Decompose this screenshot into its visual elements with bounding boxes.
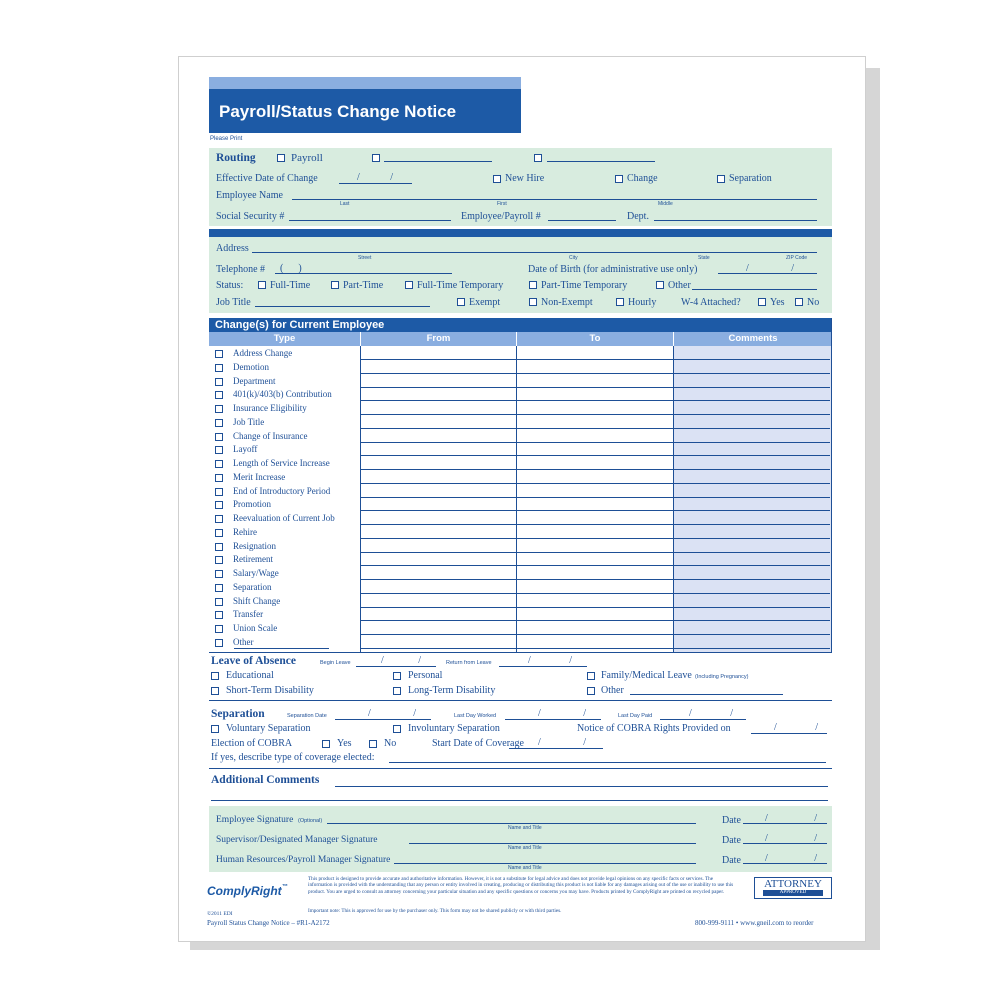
family-medical-checkbox[interactable] [587, 672, 595, 680]
routing-blank-checkbox-1[interactable] [372, 154, 380, 162]
form-number: Payroll Status Change Notice – #R1-A2172 [207, 919, 330, 927]
change-type-label: Salary/Wage [233, 568, 279, 578]
change-row-line[interactable] [361, 648, 830, 649]
change-type-label: Length of Service Increase [233, 458, 330, 468]
cobra-yes-label: Yes [337, 738, 352, 749]
job-title-field[interactable] [255, 306, 430, 307]
educational-checkbox[interactable] [211, 672, 219, 680]
column-comments: Comments [674, 332, 832, 346]
name-title-caption-1: Name and Title [508, 825, 542, 831]
employee-payroll-field[interactable] [548, 220, 616, 221]
attorney-text: ATTORNEY [764, 878, 822, 890]
change-row-line[interactable] [361, 552, 830, 553]
change-type-checkbox[interactable] [215, 488, 223, 496]
involuntary-checkbox[interactable] [393, 725, 401, 733]
hr-date-slashes: / / [765, 853, 840, 864]
leave-other-checkbox[interactable] [587, 687, 595, 695]
new-hire-label: New Hire [505, 173, 545, 184]
cobra-no-checkbox[interactable] [369, 740, 377, 748]
w4-no-checkbox[interactable] [795, 298, 803, 306]
change-type-checkbox[interactable] [215, 364, 223, 372]
change-type-checkbox[interactable] [215, 378, 223, 386]
cobra-election-label: Election of COBRA [211, 738, 293, 749]
full-time-checkbox[interactable] [258, 281, 266, 289]
coverage-elected-label: If yes, describe type of coverage elected: [211, 752, 375, 763]
personal-checkbox[interactable] [393, 672, 401, 680]
change-type-checkbox[interactable] [215, 474, 223, 482]
change-type-label: Promotion [233, 499, 272, 510]
additional-comments-line-1[interactable] [335, 786, 828, 787]
employee-date-label: Date [722, 815, 741, 826]
payroll-label: Payroll [291, 152, 323, 164]
new-hire-checkbox[interactable] [493, 175, 501, 183]
start-coverage-label: Start Date of Coverage [432, 738, 524, 749]
state-caption: State [698, 255, 710, 261]
change-row-line[interactable] [361, 359, 830, 360]
additional-comments-heading: Additional Comments [211, 774, 320, 786]
begin-leave-label: Begin Leave [320, 660, 351, 666]
change-type-checkbox[interactable] [215, 515, 223, 523]
separation-date-field[interactable] [335, 719, 431, 720]
first-caption: First [497, 201, 507, 207]
change-row-line[interactable] [361, 387, 830, 388]
ssn-field[interactable] [289, 220, 451, 221]
long-term-checkbox[interactable] [393, 687, 401, 695]
change-type-label: 401(k)/403(b) Contribution [233, 389, 332, 400]
change-type-label: Shift Change [233, 595, 281, 606]
part-time-label: Part-Time [343, 280, 384, 291]
start-coverage-field[interactable] [509, 748, 603, 749]
change-type-label: Demotion [233, 361, 269, 372]
family-medical-label: Family/Medical Leave [601, 670, 692, 681]
change-type-checkbox[interactable] [215, 543, 223, 551]
start-coverage-slashes: / / [538, 737, 607, 748]
exempt-checkbox[interactable] [457, 298, 465, 306]
cobra-yes-checkbox[interactable] [322, 740, 330, 748]
long-term-label: Long-Term Disability [408, 685, 496, 696]
change-type-checkbox[interactable] [215, 584, 223, 592]
table-bottom-border [209, 652, 832, 653]
column-from: From [361, 332, 517, 346]
change-row-line[interactable] [361, 373, 830, 374]
street-caption: Street [358, 255, 372, 261]
change-type-label: Rehire [233, 526, 257, 537]
short-term-label: Short-Term Disability [226, 685, 314, 696]
short-term-checkbox[interactable] [211, 687, 219, 695]
change-type-checkbox[interactable] [215, 419, 223, 427]
approved-text: APPROVED [763, 890, 823, 896]
change-type-label: Address Change [233, 348, 293, 358]
last-day-worked-field[interactable] [505, 719, 601, 720]
personal-label: Personal [408, 670, 443, 681]
change-row-line[interactable] [361, 620, 830, 621]
please-print-note: Please Print [210, 136, 243, 142]
change-row-line[interactable] [361, 428, 830, 429]
complyright-logo-text: ComplyRight [207, 884, 282, 898]
column-type: Type [209, 332, 361, 346]
employee-date-slashes: / / [765, 813, 840, 824]
change-type-label: Retirement [233, 554, 273, 565]
effective-date-slashes: / / [357, 172, 408, 183]
change-type-checkbox[interactable] [215, 625, 223, 633]
important-note: Important note: This is approved for use by the purchaser only. This form may not be shared publicly or with third parties. [308, 908, 562, 914]
last-day-paid-slashes: / / [689, 708, 752, 719]
change-type-label: Merit Increase [233, 471, 286, 482]
last-caption: Last [340, 201, 350, 207]
separation-date-label: Separation Date [287, 713, 327, 719]
supervisor-signature-field[interactable] [409, 843, 696, 844]
separation-date-slashes: / / [368, 708, 437, 719]
supervisor-date-label: Date [722, 835, 741, 846]
job-title-label: Job Title [216, 297, 251, 308]
trademark-symbol: ™ [281, 884, 288, 890]
change-type-label: Resignation [233, 540, 276, 551]
status-label: Status: [216, 280, 244, 291]
voluntary-label: Voluntary Separation [226, 723, 311, 734]
change-row-line[interactable] [361, 538, 830, 539]
dob-slashes: / / [746, 263, 815, 274]
w4-yes-checkbox[interactable] [758, 298, 766, 306]
change-label: Change [627, 173, 658, 184]
effective-date-label: Effective Date of Change [216, 173, 318, 184]
exempt-label: Exempt [469, 297, 501, 308]
employee-signature-field[interactable] [327, 823, 696, 824]
dept-label: Dept. [627, 211, 649, 222]
separation-checkbox[interactable] [717, 175, 725, 183]
change-row-line[interactable] [361, 400, 830, 401]
change-row-line[interactable] [361, 565, 830, 566]
changes-heading: Change(s) for Current Employee [209, 318, 832, 332]
full-time-temporary-checkbox[interactable] [405, 281, 413, 289]
employee-signature-label: Employee Signature [216, 815, 294, 825]
change-type-checkbox[interactable] [215, 501, 223, 509]
separation-heading: Separation [211, 708, 265, 720]
telephone-field[interactable] [275, 273, 452, 274]
additional-comments-line-2[interactable] [211, 800, 828, 801]
begin-leave-slashes: / / [381, 655, 438, 666]
change-type-checkbox[interactable] [215, 391, 223, 399]
type-column-border [360, 346, 361, 652]
begin-leave-field[interactable] [356, 666, 436, 667]
return-leave-field[interactable] [499, 666, 587, 667]
change-type-checkbox[interactable] [215, 460, 223, 468]
change-type-label: End of Introductory Period [233, 485, 331, 496]
section-divider [209, 229, 832, 237]
status-other-field[interactable] [692, 289, 817, 290]
change-row-line[interactable] [361, 579, 830, 580]
telephone-parens: ( ) [280, 263, 302, 274]
change-type-label: Layoff [233, 444, 258, 455]
pregnancy-note: (Including Pregnancy) [695, 674, 749, 680]
copyright-text: ©2011 EDI [207, 911, 233, 917]
routing-blank-field-2[interactable] [547, 161, 655, 162]
separation-label: Separation [729, 173, 772, 184]
hourly-label: Hourly [628, 297, 657, 308]
change-type-checkbox[interactable] [215, 433, 223, 441]
complyright-logo [207, 884, 288, 898]
change-type-checkbox[interactable] [215, 446, 223, 454]
part-time-temporary-checkbox[interactable] [529, 281, 537, 289]
supervisor-signature-label: Supervisor/Designated Manager Signature [216, 835, 378, 845]
leave-other-field[interactable] [630, 694, 783, 695]
change-type-checkbox[interactable] [215, 570, 223, 578]
change-row-line[interactable] [361, 414, 830, 415]
to-column-border [673, 346, 674, 652]
return-leave-label: Return from Leave [446, 660, 492, 666]
change-row-line[interactable] [361, 593, 830, 594]
zip-caption: ZIP Code [786, 255, 808, 261]
change-checkbox[interactable] [615, 175, 623, 183]
name-title-caption-2: Name and Title [508, 845, 542, 851]
change-type-label: Department [233, 375, 276, 386]
involuntary-label: Involuntary Separation [408, 723, 500, 734]
dept-field[interactable] [654, 220, 817, 221]
form-title: Payroll/Status Change Notice [219, 102, 457, 121]
table-right-border [831, 318, 832, 652]
routing-blank-field-1[interactable] [384, 161, 492, 162]
reorder-info: 800-999-9111 • www.gneil.com to reorder [695, 919, 814, 927]
change-type-label: Job Title [233, 416, 265, 427]
address-field[interactable] [252, 252, 817, 253]
hr-signature-label: Human Resources/Payroll Manager Signature [216, 855, 391, 865]
optional-note: (Optional) [298, 818, 323, 824]
change-type-label: Insurance Eligibility [233, 403, 307, 413]
part-time-checkbox[interactable] [331, 281, 339, 289]
change-row-line[interactable] [361, 607, 830, 608]
change-type-checkbox[interactable] [215, 639, 223, 647]
change-row-line[interactable] [361, 455, 830, 456]
title-banner [209, 77, 521, 133]
telephone-label: Telephone # [216, 264, 266, 275]
last-day-worked-label: Last Day Worked [454, 713, 497, 719]
change-row-line[interactable] [361, 524, 830, 525]
change-type-checkbox[interactable] [215, 611, 223, 619]
last-day-paid-label: Last Day Paid [618, 713, 653, 719]
routing-blank-checkbox-2[interactable] [534, 154, 542, 162]
payroll-checkbox[interactable] [277, 154, 285, 162]
part-time-temporary-label: Part-Time Temporary [541, 280, 628, 291]
full-time-label: Full-Time [270, 280, 311, 291]
change-row-line[interactable] [361, 497, 830, 498]
coverage-elected-field[interactable] [389, 762, 826, 763]
full-time-temporary-label: Full-Time Temporary [417, 280, 504, 291]
status-other-checkbox[interactable] [656, 281, 664, 289]
routing-heading: Routing [216, 152, 256, 164]
w4-yes-label: Yes [770, 297, 785, 308]
change-row-line[interactable] [361, 469, 830, 470]
change-row-line[interactable] [361, 483, 830, 484]
dob-label: Date of Birth (for administrative use only) [528, 264, 698, 275]
w4-no-label: No [807, 297, 820, 308]
cobra-no-label: No [384, 738, 397, 749]
hr-signature-field[interactable] [394, 863, 696, 864]
last-day-worked-slashes: / / [538, 708, 607, 719]
change-type-checkbox[interactable] [215, 598, 223, 606]
last-day-paid-field[interactable] [660, 719, 746, 720]
address-label: Address [216, 243, 249, 254]
column-to: To [517, 332, 674, 346]
change-row-line[interactable] [361, 634, 830, 635]
hourly-checkbox[interactable] [616, 298, 624, 306]
name-title-caption-3: Name and Title [508, 865, 542, 871]
change-type-label: Change of Insurance [233, 430, 308, 441]
separation-divider [209, 768, 832, 769]
type-other-field[interactable] [234, 648, 329, 649]
leave-other-label: Other [601, 685, 624, 696]
change-type-checkbox[interactable] [215, 529, 223, 537]
supervisor-date-slashes: / / [765, 833, 840, 844]
change-type-label: Other [233, 636, 254, 647]
from-column-border [516, 346, 517, 652]
change-type-checkbox[interactable] [215, 405, 223, 413]
change-type-checkbox[interactable] [215, 556, 223, 564]
educational-label: Educational [226, 670, 274, 681]
change-type-checkbox[interactable] [215, 350, 223, 358]
voluntary-checkbox[interactable] [211, 725, 219, 733]
disclaimer-text: This product is designed to provide accurate and authoritative information. However, it is not a substitute for legal advice and does not provide legal opinions on any specific facts or services. The information is provided with the understanding that any person or entity involved in creating, producing or distributing this product is not liable for any damages arising out of the use or inability to use this product. You are urged to consult an attorney concerning your particular situation and any specific questions or concerns you may have. Products printed by ComplyRight are printed on recycled paper. [308, 876, 734, 895]
city-caption: City [569, 255, 578, 261]
leave-divider [209, 700, 832, 701]
status-other-label: Other [668, 280, 691, 291]
w4-label: W-4 Attached? [681, 297, 741, 308]
change-row-line[interactable] [361, 510, 830, 511]
leave-heading: Leave of Absence [211, 655, 296, 667]
change-row-line[interactable] [361, 442, 830, 443]
change-type-label: Separation [233, 581, 272, 592]
cobra-notice-slashes: / / [774, 722, 837, 733]
employee-name-label: Employee Name [216, 190, 283, 201]
cobra-notice-field[interactable] [751, 733, 827, 734]
ssn-label: Social Security # [216, 211, 285, 222]
change-type-label: Transfer [233, 609, 264, 620]
return-leave-slashes: / / [528, 655, 591, 666]
non-exempt-label: Non-Exempt [541, 297, 593, 308]
attorney-approved-badge [754, 877, 832, 899]
non-exempt-checkbox[interactable] [529, 298, 537, 306]
hr-date-label: Date [722, 855, 741, 866]
change-type-label: Reevaluation of Current Job [233, 513, 335, 523]
employee-name-field[interactable] [292, 199, 817, 200]
change-type-label: Union Scale [233, 623, 278, 633]
effective-date-field[interactable] [339, 183, 412, 184]
middle-caption: Middle [658, 201, 673, 207]
cobra-notice-label: Notice of COBRA Rights Provided on [577, 723, 731, 734]
employee-payroll-label: Employee/Payroll # [461, 211, 541, 222]
